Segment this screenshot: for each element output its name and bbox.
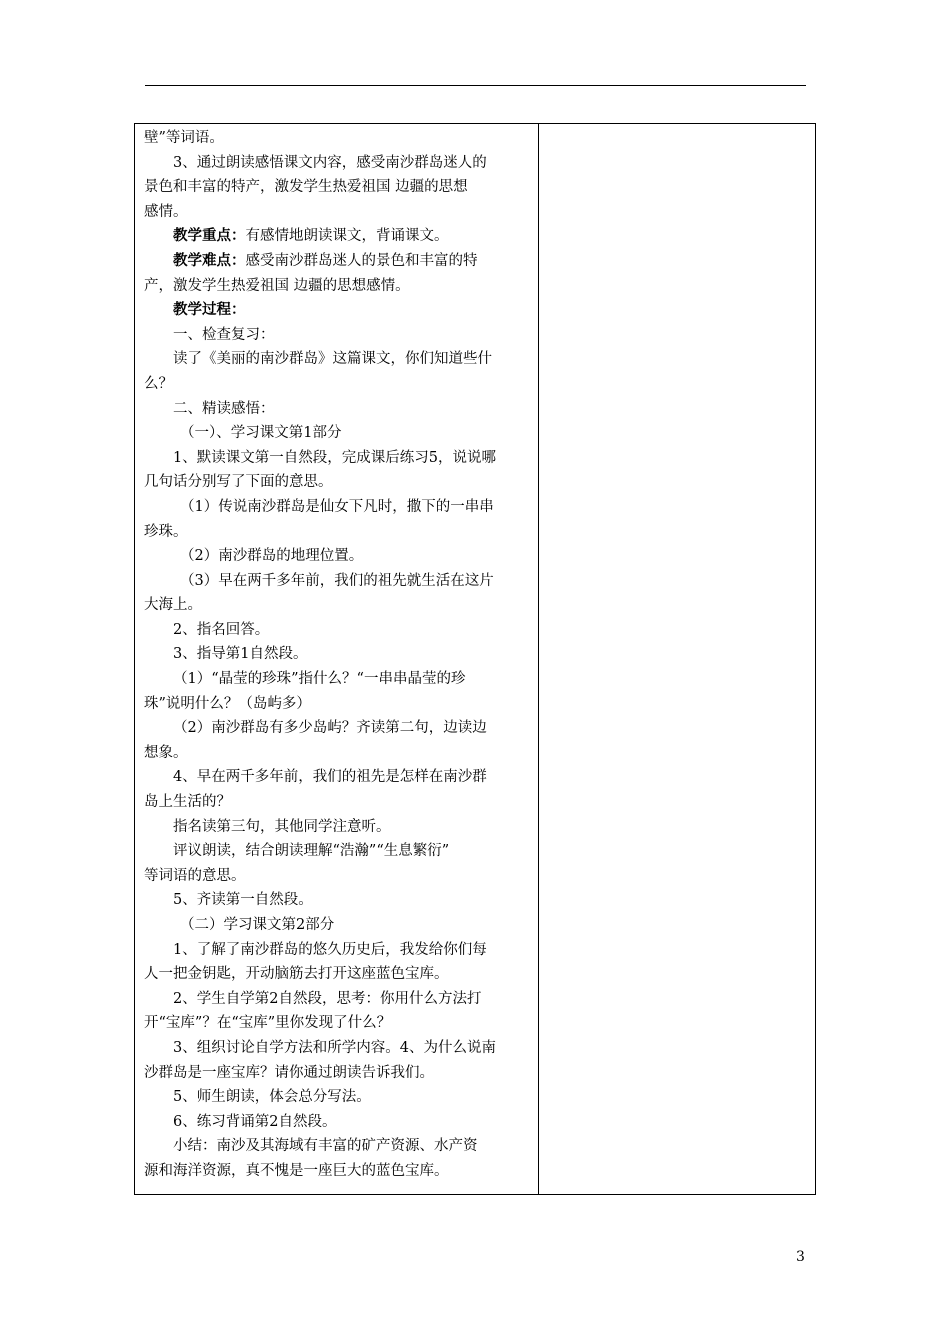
text-line: 2、指名回答。 (173, 621, 270, 638)
text-line: 小结：南沙及其海域有丰富的矿产资源、水产资 (173, 1138, 478, 1155)
text-line: 岛上生活的？ (144, 794, 231, 811)
lesson-content-cell (144, 126, 532, 1184)
text-line: 么？ (144, 375, 173, 392)
text-line: （一）、学习课文第1部分 (180, 425, 342, 442)
text-line: 4、早在两千多年前，我们的祖先是怎样在南沙群 (173, 769, 487, 786)
text-line: 5、师生朗读，体会总分写法。 (173, 1089, 371, 1106)
key-point-line (144, 224, 532, 249)
page-number: 3 (796, 1249, 805, 1265)
text-line: 5、齐读第一自然段。 (173, 892, 313, 909)
text-line: 几句话分别写了下面的意思。 (144, 474, 333, 491)
text-line: 人一把金钥匙，开动脑筋去打开这座蓝色宝库。 (144, 966, 449, 983)
text-line: （3）早在两千多年前，我们的祖先就生活在这片 (180, 572, 494, 589)
text-line: 产，激发学生热爱祖国 边疆的思想感情。 (144, 277, 410, 294)
text-line: 大海上。 (144, 597, 202, 614)
text-line: 2、学生自学第2自然段，思考：你用什么方法打 (173, 990, 482, 1007)
text-line: 读了《美丽的南沙群岛》这篇课文，你们知道些什 (173, 351, 492, 368)
header-rule (145, 85, 806, 86)
process-heading: 教学过程： (173, 301, 246, 319)
text-line: 珠”说明什么？（岛屿多） (144, 695, 311, 712)
text-line: 源和海洋资源，真不愧是一座巨大的蓝色宝库。 (144, 1162, 449, 1179)
text-line: 1、默读课文第一自然段，完成课后练习5，说说哪 (173, 449, 496, 466)
text-line: 指名读第三句，其他同学注意听。 (173, 818, 391, 835)
text-line: 沙群岛是一座宝库？请你通过朗读告诉我们。 (144, 1064, 434, 1081)
text-line: 开“宝库”？在“宝库”里你发现了什么？ (144, 1015, 392, 1032)
text-line: （2）南沙群岛的地理位置。 (180, 548, 364, 565)
text-line: 景色和丰富的特产，激发学生热爱祖国 边疆的思想 (144, 179, 468, 196)
key-point-text: 有感情地朗读课文，背诵课文。 (245, 228, 449, 245)
text-line: 一、检查复习： (173, 326, 275, 343)
text-line: 珍珠。 (144, 523, 188, 540)
difficulty-line (144, 249, 532, 274)
text-line: 壁”等词语。 (144, 130, 224, 146)
text-line: （1）传说南沙群岛是仙女下凡时，撒下的一串串 (180, 498, 494, 515)
text-line: （2）南沙群岛有多少岛屿？齐读第二句，边读边 (173, 720, 487, 737)
text-line: 二、精读感悟： (173, 400, 275, 417)
difficulty-text: 感受南沙群岛迷人的景色和丰富的特 (245, 252, 478, 269)
text-line: 3、通过朗读感悟课文内容，感受南沙群岛迷人的 (173, 154, 487, 171)
difficulty-label: 教学难点： (173, 251, 246, 269)
text-line: 3、组织讨论自学方法和所学内容。4、为什么说南 (173, 1039, 496, 1056)
text-line: （二）学习课文第2部分 (180, 917, 335, 933)
key-point-label: 教学重点： (173, 227, 246, 245)
text-line: 想象。 (144, 744, 188, 761)
text-line: 6、练习背诵第2自然段。 (173, 1113, 337, 1130)
column-divider (538, 124, 539, 1194)
text-line: 评议朗读，结合朗读理解“浩瀚”“生息繁衍” (173, 843, 450, 860)
text-line: 等词语的意思。 (144, 867, 246, 884)
text-line: 3、指导第1自然段。 (173, 646, 308, 663)
lesson-plan-table (134, 123, 816, 1195)
text-line: （1）“晶莹的珍珠”指什么？“一串串晶莹的珍 (173, 671, 466, 688)
text-line: 1、了解了南沙群岛的悠久历史后，我发给你们每 (173, 941, 487, 958)
text-line: 感情。 (144, 203, 188, 220)
